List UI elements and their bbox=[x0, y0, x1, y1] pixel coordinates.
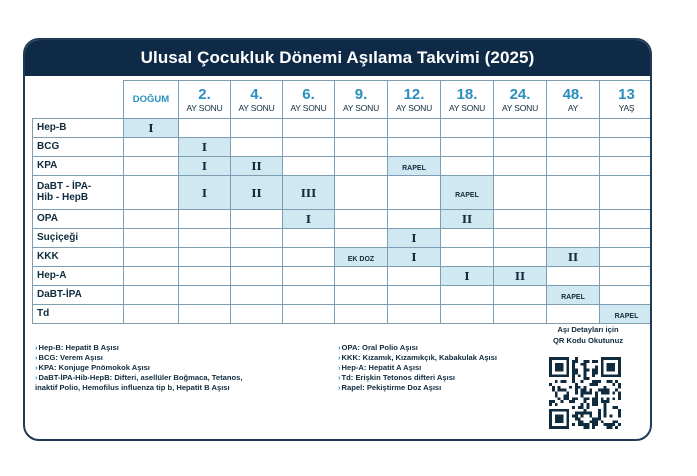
schedule-cell bbox=[283, 305, 335, 324]
schedule-cell bbox=[231, 248, 283, 267]
schedule-cell bbox=[494, 138, 547, 157]
header-corner bbox=[33, 81, 124, 119]
bullet-arrow-icon: › bbox=[338, 363, 341, 372]
table-row bbox=[33, 210, 653, 229]
schedule-cell bbox=[179, 229, 231, 248]
schedule-cell bbox=[283, 286, 335, 305]
schedule-cell bbox=[124, 286, 179, 305]
vaccine-name: Td bbox=[33, 305, 124, 324]
bullet-arrow-icon: › bbox=[35, 343, 38, 352]
schedule-cell bbox=[494, 229, 547, 248]
schedule-card bbox=[23, 38, 652, 441]
dose-label: II bbox=[251, 160, 262, 173]
legend-text: KKK: Kızamık, Kızamıkçık, Kabakulak Aşısı bbox=[341, 353, 497, 362]
dose-label: I bbox=[305, 213, 312, 226]
legend-text: Hep-B: Hepatit B Aşısı bbox=[38, 343, 119, 352]
table-row bbox=[33, 229, 653, 248]
schedule-cell bbox=[124, 210, 179, 229]
column-unit: AY bbox=[567, 102, 579, 113]
legend-text: inaktif Polio, Hemofilus influenza tip b, Hepatit B Aşısı bbox=[35, 383, 230, 392]
legend-item bbox=[35, 363, 242, 373]
schedule-cell bbox=[283, 176, 335, 210]
schedule-cell bbox=[441, 267, 494, 286]
schedule-cell bbox=[547, 157, 600, 176]
schedule-cell bbox=[494, 305, 547, 324]
column-number: 12. bbox=[403, 85, 425, 103]
schedule-cell bbox=[441, 229, 494, 248]
schedule-cell bbox=[547, 138, 600, 157]
schedule-cell bbox=[179, 305, 231, 324]
dose-label: I bbox=[411, 251, 417, 264]
schedule-cell bbox=[600, 305, 653, 324]
schedule-cell bbox=[388, 305, 441, 324]
schedule-cell bbox=[441, 248, 494, 267]
legend-item bbox=[338, 353, 497, 363]
legend-right bbox=[338, 343, 497, 393]
vaccination-schedule-table bbox=[32, 80, 652, 324]
legend-item bbox=[338, 373, 497, 383]
schedule-cell bbox=[388, 138, 441, 157]
dose-label: III bbox=[300, 186, 317, 200]
schedule-cell bbox=[388, 210, 441, 229]
schedule-cell bbox=[600, 248, 653, 267]
schedule-cell bbox=[283, 138, 335, 157]
column-header bbox=[283, 81, 335, 119]
column-header bbox=[494, 81, 547, 119]
schedule-cell bbox=[494, 176, 547, 210]
bullet-arrow-icon: › bbox=[338, 343, 341, 352]
schedule-cell bbox=[179, 267, 231, 286]
schedule-cell bbox=[600, 267, 653, 286]
schedule-cell bbox=[441, 305, 494, 324]
schedule-cell bbox=[335, 248, 388, 267]
qr-code-icon[interactable] bbox=[549, 357, 621, 429]
column-number: 24. bbox=[509, 85, 531, 103]
legend-item bbox=[35, 373, 242, 383]
dose-label: II bbox=[514, 270, 526, 283]
schedule-cell bbox=[179, 119, 231, 138]
schedule-cell bbox=[441, 138, 494, 157]
schedule-cell bbox=[231, 210, 283, 229]
schedule-cell bbox=[283, 267, 335, 286]
table-row bbox=[33, 157, 653, 176]
dose-label: RAPEL bbox=[455, 191, 479, 199]
qr-caption bbox=[528, 324, 648, 346]
legend-text: Hep-A: Hepatit A Aşısı bbox=[341, 363, 422, 372]
bullet-arrow-icon: › bbox=[35, 373, 38, 382]
table-row bbox=[33, 267, 653, 286]
bullet-arrow-icon: › bbox=[35, 363, 38, 372]
column-unit: AY SONU bbox=[290, 102, 327, 113]
schedule-cell bbox=[231, 305, 283, 324]
column-header bbox=[547, 81, 600, 119]
legend-text: Rapel: Pekiştirme Doz Aşısı bbox=[341, 383, 442, 392]
column-header bbox=[388, 81, 441, 119]
bullet-arrow-icon: › bbox=[35, 353, 38, 362]
schedule-cell bbox=[335, 157, 388, 176]
vaccine-name: Hep-B bbox=[33, 119, 124, 138]
schedule-cell bbox=[494, 248, 547, 267]
dose-label: I bbox=[201, 186, 208, 200]
qr-caption-line1: Aşı Detayları için bbox=[557, 325, 619, 334]
column-header bbox=[441, 81, 494, 119]
schedule-cell bbox=[388, 176, 441, 210]
schedule-cell bbox=[179, 157, 231, 176]
schedule-cell bbox=[335, 176, 388, 210]
schedule-cell bbox=[124, 305, 179, 324]
dose-label: II bbox=[567, 251, 579, 264]
bullet-arrow-icon: › bbox=[338, 373, 341, 382]
schedule-cell bbox=[441, 210, 494, 229]
schedule-cell bbox=[231, 138, 283, 157]
schedule-cell bbox=[231, 286, 283, 305]
dose-label: I bbox=[148, 122, 154, 135]
schedule-cell bbox=[179, 138, 231, 157]
schedule-cell bbox=[494, 210, 547, 229]
column-unit: AY SONU bbox=[395, 102, 433, 113]
table-header-row bbox=[33, 81, 653, 119]
schedule-cell bbox=[388, 248, 441, 267]
schedule-cell bbox=[441, 119, 494, 138]
dose-label: RAPEL bbox=[402, 165, 426, 172]
schedule-cell bbox=[388, 267, 441, 286]
schedule-cell bbox=[547, 248, 600, 267]
column-header bbox=[231, 81, 283, 119]
dose-label: I bbox=[411, 232, 417, 245]
column-number: 13 bbox=[618, 85, 635, 103]
column-header bbox=[600, 81, 653, 119]
column-number: 2. bbox=[198, 85, 211, 103]
schedule-cell bbox=[494, 267, 547, 286]
schedule-cell bbox=[231, 119, 283, 138]
schedule-cell bbox=[124, 157, 179, 176]
schedule-cell bbox=[179, 176, 231, 210]
schedule-cell bbox=[283, 248, 335, 267]
schedule-cell bbox=[600, 157, 653, 176]
column-number: 4. bbox=[250, 85, 263, 103]
dose-label: RAPEL bbox=[614, 313, 639, 320]
dose-label: I bbox=[201, 141, 208, 154]
schedule-cell bbox=[547, 229, 600, 248]
qr-caption-line2: QR Kodu Okutunuz bbox=[552, 336, 624, 345]
schedule-cell bbox=[547, 267, 600, 286]
schedule-cell bbox=[124, 176, 179, 210]
legend-item bbox=[338, 383, 497, 393]
table-row bbox=[33, 176, 653, 210]
schedule-cell bbox=[335, 267, 388, 286]
schedule-cell bbox=[283, 229, 335, 248]
schedule-cell bbox=[335, 119, 388, 138]
column-number: 48. bbox=[562, 85, 584, 103]
vaccine-name: Suçiçeği bbox=[33, 229, 124, 248]
dose-label: I bbox=[201, 160, 208, 173]
schedule-cell bbox=[547, 286, 600, 305]
schedule-cell bbox=[494, 157, 547, 176]
schedule-cell bbox=[283, 210, 335, 229]
dose-label: II bbox=[461, 213, 473, 226]
schedule-cell bbox=[231, 157, 283, 176]
schedule-cell bbox=[600, 286, 653, 305]
schedule-cell bbox=[494, 119, 547, 138]
table-row bbox=[33, 119, 653, 138]
vaccine-name: Hep-A bbox=[33, 267, 124, 286]
schedule-cell bbox=[283, 119, 335, 138]
column-number: 6. bbox=[302, 85, 315, 103]
schedule-cell bbox=[388, 157, 441, 176]
schedule-cell bbox=[231, 267, 283, 286]
schedule-cell bbox=[179, 210, 231, 229]
schedule-cell bbox=[231, 176, 283, 210]
legend-text: BCG: Verem Aşısı bbox=[38, 353, 103, 362]
schedule-cell bbox=[179, 248, 231, 267]
legend-text: DaBT-İPA-Hib-HepB: Difteri, asellüler Boğmaca, Tetanos, bbox=[38, 373, 243, 382]
schedule-cell bbox=[600, 119, 653, 138]
legend-text: KPA: Konjuge Pnömokok Aşısı bbox=[38, 363, 150, 372]
bullet-arrow-icon: › bbox=[338, 383, 341, 392]
column-unit: AY SONU bbox=[186, 102, 223, 113]
schedule-cell bbox=[547, 119, 600, 138]
schedule-cell bbox=[388, 229, 441, 248]
column-header: DOĞUM bbox=[124, 81, 179, 119]
column-unit: AY SONU bbox=[342, 102, 380, 113]
schedule-cell bbox=[547, 210, 600, 229]
schedule-cell bbox=[283, 157, 335, 176]
schedule-cell bbox=[335, 229, 388, 248]
schedule-cell bbox=[441, 286, 494, 305]
schedule-cell bbox=[335, 305, 388, 324]
column-unit: YAŞ bbox=[618, 102, 635, 113]
vaccine-name: BCG bbox=[33, 138, 124, 157]
page-title: Ulusal Çocukluk Dönemi Aşılama Takvimi (2025) bbox=[25, 40, 650, 76]
schedule-cell bbox=[600, 138, 653, 157]
table-row bbox=[33, 305, 653, 324]
legend-item bbox=[338, 363, 497, 373]
dose-label: RAPEL bbox=[561, 294, 585, 301]
column-unit: AY SONU bbox=[501, 102, 539, 113]
legend-item bbox=[338, 343, 497, 353]
schedule-cell bbox=[600, 176, 653, 210]
schedule-cell bbox=[124, 229, 179, 248]
table-row bbox=[33, 286, 653, 305]
schedule-cell bbox=[441, 157, 494, 176]
column-unit: AY SONU bbox=[448, 102, 486, 113]
schedule-cell bbox=[494, 286, 547, 305]
schedule-cell bbox=[124, 138, 179, 157]
column-number: 18. bbox=[456, 85, 478, 103]
legend-item bbox=[35, 383, 242, 393]
schedule-cell bbox=[335, 138, 388, 157]
column-header bbox=[179, 81, 231, 119]
schedule-cell bbox=[124, 248, 179, 267]
schedule-cell bbox=[388, 286, 441, 305]
vaccine-name: DaBT-İPA bbox=[33, 286, 124, 305]
schedule-cell bbox=[231, 229, 283, 248]
legend-text: Td: Erişkin Tetonos difteri Aşısı bbox=[341, 373, 456, 382]
legend-text: OPA: Oral Polio Aşısı bbox=[341, 343, 418, 352]
schedule-cell bbox=[124, 119, 179, 138]
schedule-cell bbox=[388, 119, 441, 138]
vaccine-name: KKK bbox=[33, 248, 124, 267]
schedule-cell bbox=[179, 286, 231, 305]
table-row bbox=[33, 138, 653, 157]
schedule-cell bbox=[335, 286, 388, 305]
schedule-cell bbox=[335, 210, 388, 229]
schedule-cell bbox=[600, 210, 653, 229]
legend-item bbox=[35, 343, 242, 353]
dose-label: II bbox=[251, 186, 262, 200]
table-row bbox=[33, 248, 653, 267]
dose-label: I bbox=[464, 270, 470, 283]
legend-item bbox=[35, 353, 242, 363]
column-header bbox=[335, 81, 388, 119]
schedule-cell bbox=[547, 305, 600, 324]
dose-label: EK DOZ bbox=[347, 256, 375, 263]
schedule-cell bbox=[547, 176, 600, 210]
schedule-cell bbox=[441, 176, 494, 210]
column-number: 9. bbox=[354, 85, 368, 103]
vaccine-name: DaBT - İPA- Hib - HepB bbox=[33, 176, 124, 210]
vaccine-name: OPA bbox=[33, 210, 124, 229]
bullet-arrow-icon: › bbox=[338, 353, 341, 362]
schedule-cell bbox=[124, 267, 179, 286]
legend-left bbox=[35, 343, 242, 393]
schedule-cell bbox=[600, 229, 653, 248]
column-unit: AY SONU bbox=[238, 102, 275, 113]
vaccine-name: KPA bbox=[33, 157, 124, 176]
